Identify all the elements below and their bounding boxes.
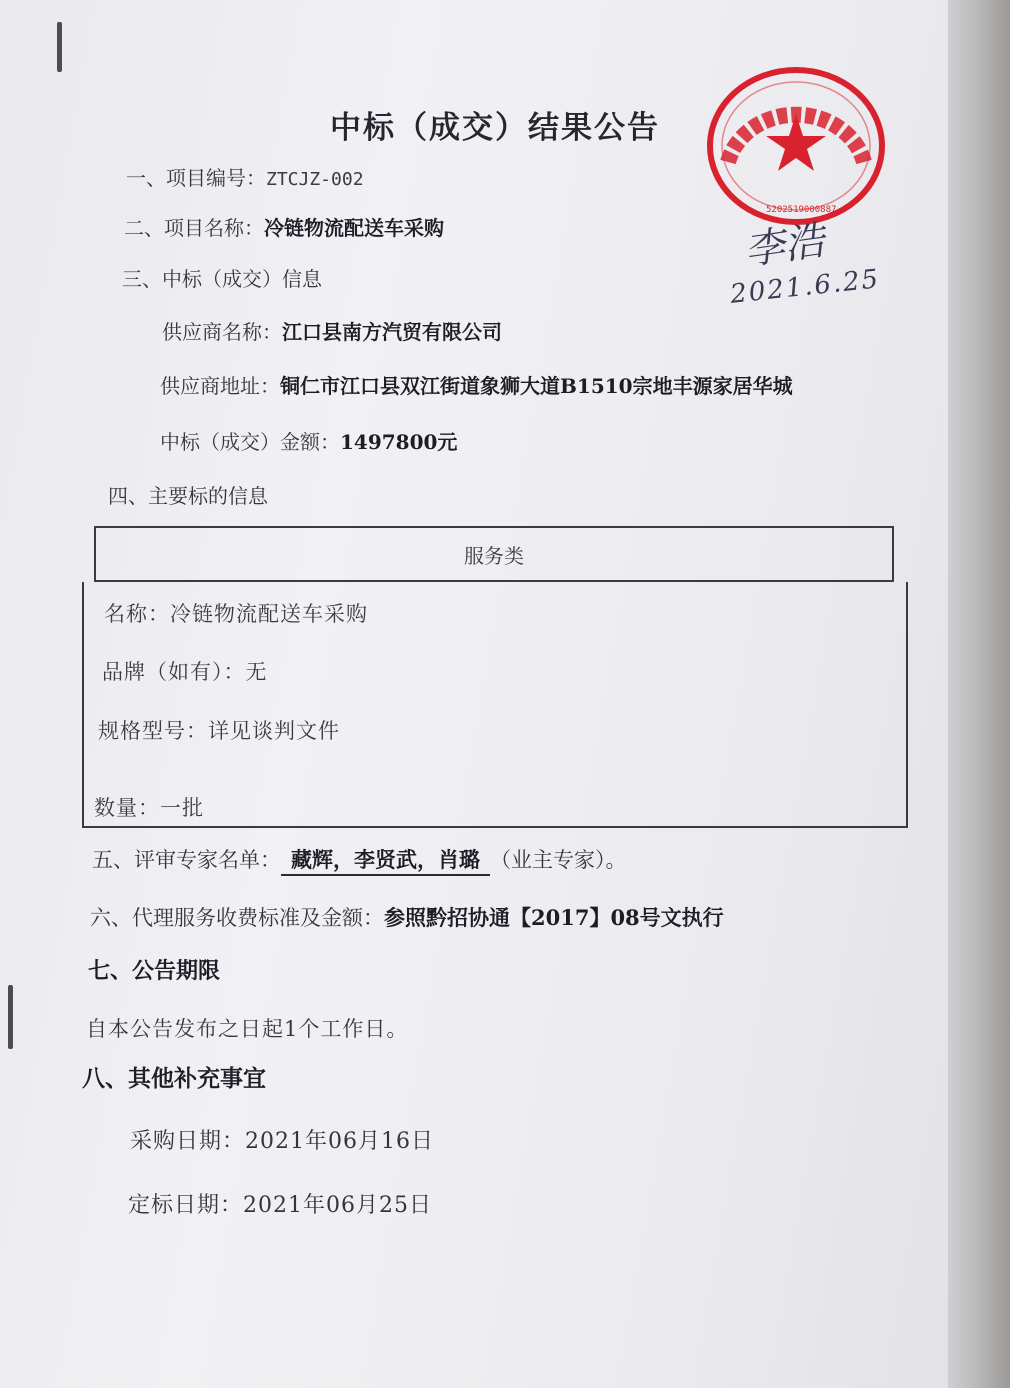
project-name-value: 冷链物流配送车采购 — [264, 216, 444, 240]
award-amount-value: 1497800元 — [340, 430, 458, 454]
binder-mark-top — [57, 22, 62, 72]
award-date-row — [128, 1188, 432, 1219]
company-seal-stamp — [706, 66, 886, 226]
award-amount-row — [160, 426, 457, 455]
award-date: 定标日期：2021年06月25日 — [128, 1193, 432, 1218]
items-table-header — [94, 526, 894, 582]
other-matters-label: 八、其他补充事宜 — [82, 1065, 266, 1092]
supplier-name-value: 江口县南方汽贸有限公司 — [282, 320, 502, 344]
award-info-heading — [122, 263, 322, 292]
supplier-address-row — [160, 370, 793, 399]
award-info-label: 三、中标（成交）信息 — [122, 267, 322, 291]
project-number-row — [126, 162, 364, 191]
purchase-date-row — [130, 1124, 434, 1155]
agency-fee-value: 参照黔招协通【2017】08号文执行 — [384, 905, 724, 930]
svg-text:5202519000887: 5202519000887 — [766, 205, 837, 215]
experts-suffix: （业主专家）。 — [490, 848, 627, 872]
project-number-value: ZTCJZ-002 — [266, 169, 364, 190]
agency-fee-row — [90, 902, 724, 932]
notice-period-heading — [88, 954, 220, 985]
agency-fee-label: 六、代理服务收费标准及金额： — [90, 906, 384, 930]
items-table-category: 服务类 — [464, 543, 524, 568]
supplier-address-value: 铜仁市江口县双江街道象狮大道B1510宗地丰源家居华城 — [280, 374, 793, 398]
project-number-label: 一、项目编号： — [126, 166, 266, 190]
item-brand: 品牌（如有）：无 — [102, 660, 268, 684]
supplier-name-label: 供应商名称： — [162, 320, 282, 344]
binder-mark-bottom — [8, 985, 13, 1049]
experts-label: 五、评审专家名单： — [92, 848, 281, 872]
notice-period-text — [86, 1013, 408, 1043]
notice-period-label: 七、公告期限 — [88, 958, 221, 984]
handwritten-signature-date: 2021.6.25 — [728, 264, 882, 310]
project-name-label: 二、项目名称： — [124, 216, 264, 240]
desk-edge — [948, 0, 1010, 1388]
main-items-heading — [108, 480, 268, 509]
item-name: 名称：冷链物流配送车采购 — [104, 602, 368, 626]
supplier-name-row — [162, 316, 502, 345]
award-amount-label: 中标（成交）金额： — [160, 430, 340, 454]
experts-row — [92, 844, 627, 874]
experts-value: 藏辉，李贤武，肖璐 — [281, 847, 490, 876]
notice-period-value: 自本公告发布之日起1个工作日。 — [86, 1017, 409, 1041]
purchase-date: 采购日期：2021年06月16日 — [130, 1129, 434, 1154]
main-items-label: 四、主要标的信息 — [108, 484, 268, 508]
project-name-row — [124, 212, 444, 241]
item-quantity: 数量：一批 — [94, 796, 204, 820]
other-matters-heading — [82, 1060, 266, 1093]
supplier-address-label: 供应商地址： — [160, 374, 280, 398]
handwritten-signature: 李浩 — [741, 217, 828, 275]
item-spec: 规格型号：详见谈判文件 — [98, 719, 340, 743]
page-title: 中标（成交）结果公告 — [330, 110, 660, 146]
